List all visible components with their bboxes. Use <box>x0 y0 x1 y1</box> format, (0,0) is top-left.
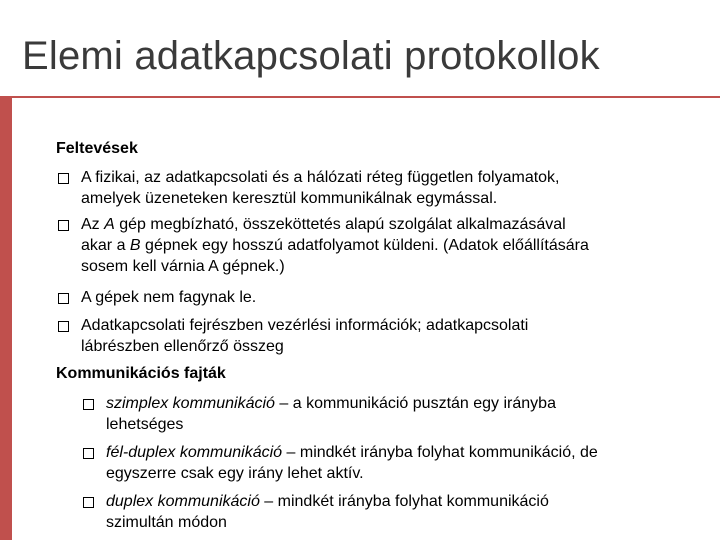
item-text: – mindkét irányba folyhat kommunikáció <box>259 493 549 510</box>
item-text: – mindkét irányba folyhat kommunikáció, de <box>282 444 598 461</box>
item-term: duplex kommunikáció <box>106 493 260 510</box>
item-text: Az <box>81 216 105 233</box>
item-text: sosem kell várnia A gépnek.) <box>81 258 285 275</box>
item-text: gépnek egy hosszú adatfolyamot küldeni. (Adatok előállítására <box>140 237 589 254</box>
item-line: A gépek nem fagynak le. <box>81 289 257 306</box>
item-line: A fizikai, az adatkapcsolati és a hálózati réteg független folyamatok, <box>81 169 560 186</box>
item-text: lehetséges <box>106 416 184 433</box>
item-text: szimultán módon <box>106 514 227 531</box>
accent-bar <box>0 96 12 540</box>
slide-title: Elemi adatkapcsolati protokollok <box>22 34 600 78</box>
item-line: lábrészben ellenőrző összeg <box>81 338 284 355</box>
square-bullet-icon <box>58 293 69 304</box>
square-bullet-icon <box>58 321 69 332</box>
square-bullet-icon <box>58 220 69 231</box>
square-bullet-icon <box>83 497 94 508</box>
item-term: fél-duplex kommunikáció <box>106 444 283 461</box>
item-line: amelyek üzeneteken keresztül kommunikálnak egymással. <box>81 190 498 207</box>
item-text: egyszerre csak egy irány lehet aktív. <box>106 465 364 482</box>
item-text-italic: B <box>129 237 141 254</box>
square-bullet-icon <box>83 399 94 410</box>
item-text: akar a <box>81 237 130 254</box>
item-text: gép megbízható, összeköttetés alapú szolgálat alkalmazásával <box>114 216 566 233</box>
section-heading-feltevesek: Feltevések <box>56 140 138 157</box>
square-bullet-icon <box>58 173 69 184</box>
section-heading-kommunikacios-fajtak: Kommunikációs fajták <box>56 365 226 382</box>
item-text-italic: A <box>104 216 115 233</box>
item-term: szimplex kommunikáció <box>106 395 275 412</box>
square-bullet-icon <box>83 448 94 459</box>
item-line: Adatkapcsolati fejrészben vezérlési információk; adatkapcsolati <box>81 317 529 334</box>
item-text: – a kommunikáció pusztán egy irányba <box>274 395 556 412</box>
accent-line <box>12 96 720 98</box>
